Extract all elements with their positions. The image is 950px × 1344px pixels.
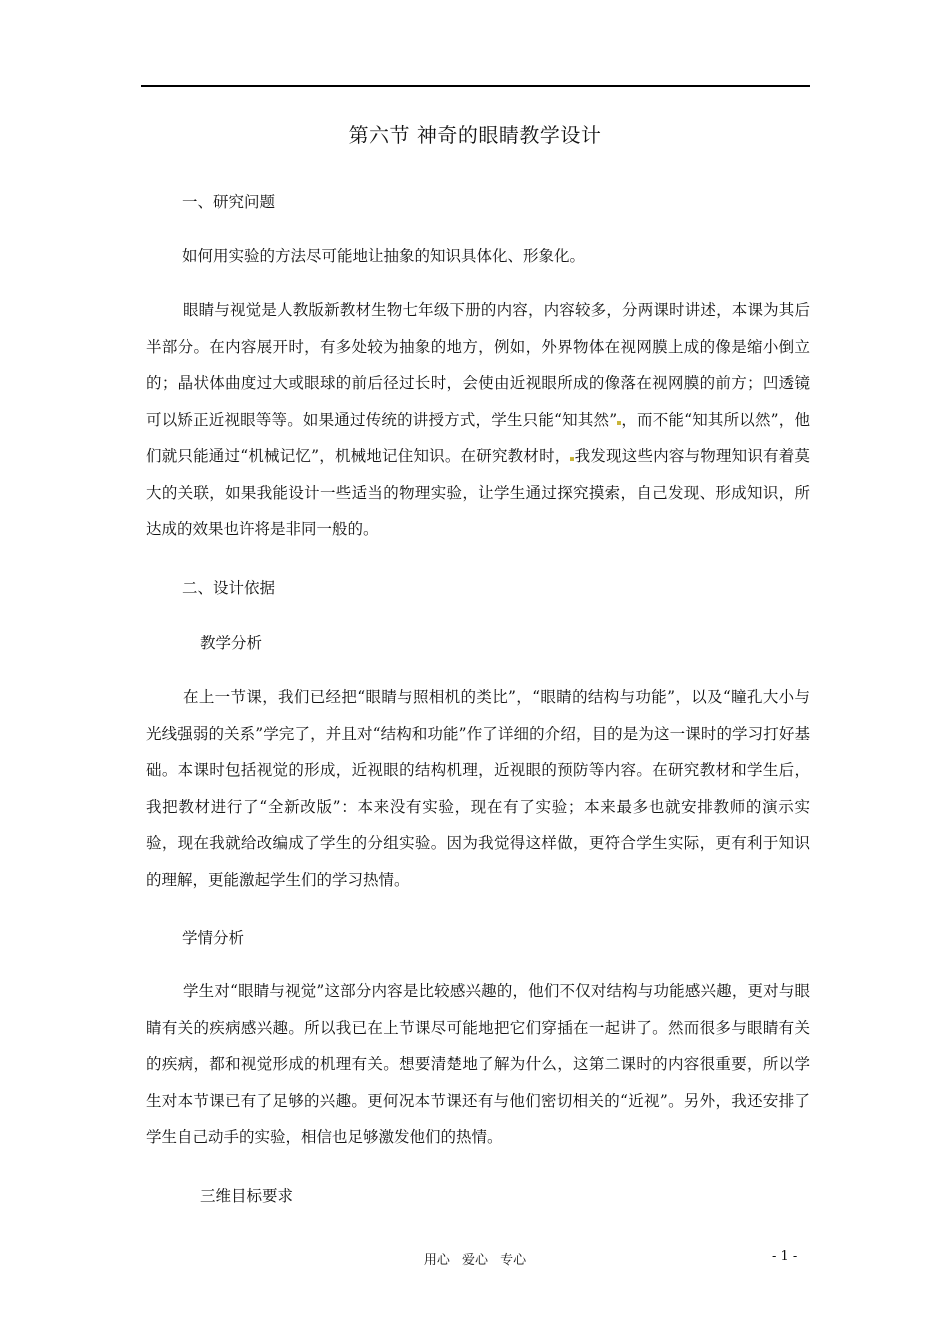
- paragraph-introduction: [146, 292, 810, 548]
- header-rule: [141, 85, 810, 87]
- paragraph-intro-part-b: ，而不能“知其所以然”，他们就只能通过“机械记忆”，机械地记住知识。在研究教材时，: [146, 410, 810, 465]
- section-heading-design-basis: 二、设计依据: [182, 579, 276, 597]
- paragraph-student-analysis: 学生对“眼睛与视觉”这部分内容是比较感兴趣的，他们不仅对结构与功能感兴趣，更对与眼睛有关的疾病感兴趣。所以我已在上节课尽可能地把它们穿插在一起讲了。然而很多与眼睛有关的疾病，都和视觉形成的机理有关。想要清楚地了解为什么，这第二课时的内容很重要，所以学生对本节课已有了足够的兴趣。更何况本节课还有与他们密切相关的“近视”。另外，我还安排了学生自己动手的实验，相信也足够激发他们的热情。: [146, 982, 810, 1146]
- subheading-three-dimensional-goals: 三维目标要求: [200, 1187, 294, 1205]
- section-heading-research-question: 一、研究问题: [182, 193, 276, 211]
- page-title: 第六节 神奇的眼睛教学设计: [348, 123, 602, 147]
- paragraph-teaching-analysis: 在上一节课，我们已经把“眼睛与照相机的类比”，“眼睛的结构与功能”，以及“瞳孔大小与光线强弱的关系”学完了，并且对“结构和功能”作了详细的介绍，目的是为这一课时的学习打好基础。本课时包括视觉的形成，近视眼的结构机理，近视眼的预防等内容。在研究教材和学生后，我把教材进行了“全新改版”：本来没有实验，现在有了实验；本来最多也就安排教师的演示实验，现在我就给改编成了学生的分组实验。因为我觉得这样做，更符合学生实际，更有利于知识的理解，更能激起学生们的学习热情。: [146, 688, 810, 889]
- subheading-teaching-analysis: 教学分析: [200, 634, 263, 652]
- paragraph-intro-part-a: 眼睛与视觉是人教版新教材生物七年级下册的内容，内容较多，分两课时讲述，本课为其后半部分。在内容展开时，有多处较为抽象的地方，例如，外界物体在视网膜上成的像是缩小倒立的；晶状体曲度过大或眼球的前后径过长时，会使由近视眼所成的像落在视网膜的前方；凹透镜可以矫正近视眼等等。如果通过传统的讲授方式，学生只能“知其然”: [146, 301, 810, 429]
- page-number: - 1 -: [772, 1249, 798, 1264]
- research-question-text: 如何用实验的方法尽可能地让抽象的知识具体化、形象化。: [182, 247, 586, 265]
- subheading-student-analysis: 学情分析: [182, 929, 245, 947]
- footer-motto: 用心 爱心 专心: [423, 1253, 527, 1268]
- paragraph-intro-part-c: 我发现这些内容与物理知识有着莫大的关联，如果我能设计一些适当的物理实验，让学生通过探究摸索，自己发现、形成知识，所达成的效果也许将是非同一般的。: [146, 447, 810, 538]
